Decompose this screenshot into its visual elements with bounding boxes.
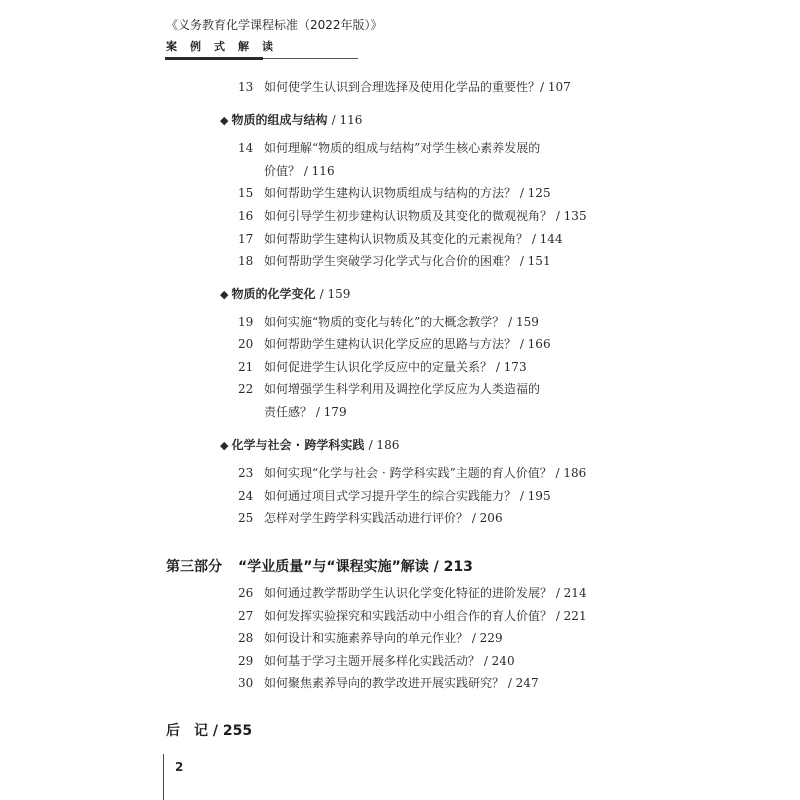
diamond-bullet-icon: ◆ bbox=[220, 288, 229, 301]
toc-item-number: 27 bbox=[238, 609, 254, 623]
toc-item-text: 如何帮助学生突破学习化学式与化合价的困难？ / 151 bbox=[264, 254, 551, 268]
section-page: / 186 bbox=[368, 438, 400, 452]
toc-item-number: 24 bbox=[238, 489, 254, 503]
toc-item-text: 如何促进学生认识化学反应中的定量关系？ / 173 bbox=[264, 360, 527, 374]
toc-item-text-continued: 价值？ / 116 bbox=[264, 164, 335, 178]
part-heading[interactable] bbox=[166, 556, 473, 576]
toc-item-text: 如何设计和实施素养导向的单元作业？ / 229 bbox=[264, 631, 503, 645]
toc-item-number: 15 bbox=[238, 186, 254, 200]
toc-item-text: 怎样对学生跨学科实践活动进行评价？ / 206 bbox=[264, 511, 503, 525]
book-subtitle: 案例式解读 bbox=[166, 40, 286, 53]
section-page: / 116 bbox=[331, 113, 363, 127]
toc-item-text: 如何帮助学生建构认识物质组成与结构的方法？ / 125 bbox=[264, 186, 551, 200]
toc-item-text: 如何帮助学生建构认识化学反应的思路与方法？ / 166 bbox=[264, 337, 551, 351]
toc-item-number: 21 bbox=[238, 360, 254, 374]
toc-item-number: 29 bbox=[238, 654, 254, 668]
diamond-bullet-icon: ◆ bbox=[220, 114, 229, 127]
header-rule-thin bbox=[263, 58, 358, 59]
afterword-entry[interactable]: 后 记 / 255 bbox=[166, 723, 253, 739]
toc-item-number: 22 bbox=[238, 382, 254, 396]
toc-item-text: 如何实施“物质的变化与转化”的大概念教学？ / 159 bbox=[264, 315, 539, 329]
toc-item-number: 25 bbox=[238, 511, 254, 525]
toc-item-text: 如何基于学习主题开展多样化实践活动？ / 240 bbox=[264, 654, 515, 668]
section-page: / 159 bbox=[319, 287, 351, 301]
footer-rule bbox=[163, 754, 164, 800]
toc-item-text-continued: 责任感？ / 179 bbox=[264, 405, 347, 419]
toc-item-number: 19 bbox=[238, 315, 254, 329]
toc-item-number: 20 bbox=[238, 337, 254, 351]
toc-item-number: 26 bbox=[238, 586, 254, 600]
section-heading[interactable] bbox=[220, 285, 350, 302]
diamond-bullet-icon: ◆ bbox=[220, 439, 229, 452]
toc-item-text: 如何帮助学生建构认识物质及其变化的元素视角？ / 144 bbox=[264, 232, 563, 246]
toc-item-number: 23 bbox=[238, 466, 254, 480]
section-heading[interactable] bbox=[220, 436, 399, 453]
toc-item-number: 30 bbox=[238, 676, 254, 690]
part-title: “学业质量”与“课程实施”解读 / 213 bbox=[238, 559, 473, 575]
toc-item-text: 如何使学生认识到合理选择及使用化学品的重要性？/ 107 bbox=[264, 80, 571, 94]
toc-item-text: 如何增强学生科学利用及调控化学反应为人类造福的 bbox=[264, 382, 541, 396]
book-title: 《义务教育化学课程标准（2022年版）》 bbox=[166, 18, 383, 32]
toc-item-text: 如何聚焦素养导向的教学改进开展实践研究？ / 247 bbox=[264, 676, 539, 690]
part-label: 第三部分 bbox=[166, 559, 222, 575]
toc-item-number: 17 bbox=[238, 232, 254, 246]
toc-item-text: 如何通过项目式学习提升学生的综合实践能力？ / 195 bbox=[264, 489, 551, 503]
toc-item-number: 16 bbox=[238, 209, 254, 223]
section-title: 化学与社会 · 跨学科实践 bbox=[231, 438, 365, 452]
toc-item-number: 13 bbox=[238, 80, 254, 94]
toc-item-text: 如何理解“物质的组成与结构”对学生核心素养发展的 bbox=[264, 141, 541, 155]
toc-item-text: 如何发挥实验探究和实践活动中小组合作的育人价值？ / 221 bbox=[264, 609, 587, 623]
toc-item-number: 18 bbox=[238, 254, 254, 268]
section-title: 物质的组成与结构 bbox=[231, 113, 328, 127]
toc-item-number: 14 bbox=[238, 141, 254, 155]
toc-item-text: 如何引导学生初步建构认识物质及其变化的微观视角？ / 135 bbox=[264, 209, 587, 223]
section-heading[interactable] bbox=[220, 111, 362, 128]
header-rule-thick bbox=[165, 57, 263, 60]
page-number: 2 bbox=[175, 760, 184, 774]
toc-item-number: 28 bbox=[238, 631, 254, 645]
toc-item-text: 如何通过教学帮助学生认识化学变化特征的进阶发展？ / 214 bbox=[264, 586, 587, 600]
toc-item-text: 如何实现“化学与社会 · 跨学科实践”主题的育人价值？ / 186 bbox=[264, 466, 587, 480]
section-title: 物质的化学变化 bbox=[231, 287, 316, 301]
